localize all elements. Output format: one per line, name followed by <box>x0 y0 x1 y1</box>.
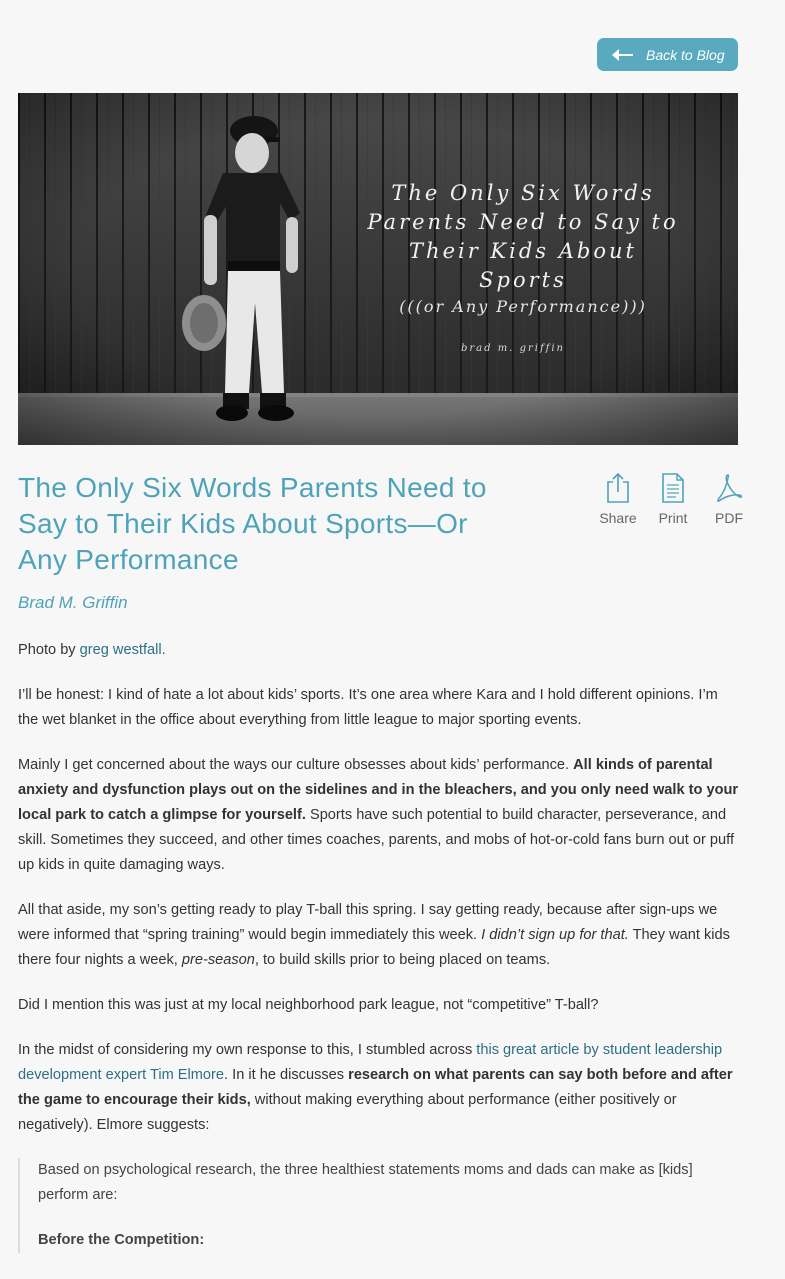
hero-title-line: Parents Need to Say to <box>367 210 679 234</box>
article-link[interactable]: this great article by student leadership development expert Tim Elmore <box>18 1042 723 1083</box>
paragraph-text: , to build skills prior to being placed on teams. <box>254 952 551 968</box>
pdf-icon <box>715 472 743 504</box>
post-tools <box>592 472 752 532</box>
quote-heading <box>38 1228 740 1253</box>
post-author: Brad M. Griffin <box>18 593 128 612</box>
paragraph <box>18 898 740 973</box>
paragraph-text: without making everything about performance (either positively or negatively). Elmore suggests: <box>18 1092 677 1133</box>
hero-title-line: Sports <box>479 268 567 292</box>
photographer-link[interactable]: greg westfall. <box>79 642 166 658</box>
hero-subtitle: (((or Any Performance))) <box>399 297 647 316</box>
paragraph-bold: All kinds of parental anxiety and dysfunction plays out on the sidelines and in the bleachers, and you only need walk to your local park to catch a glimpse for yourself. <box>18 757 739 823</box>
paragraph-text: They want kids there four nights a week, <box>18 927 730 968</box>
hero-image <box>18 93 738 445</box>
arrow-left-icon <box>613 54 633 56</box>
paragraph-text: . In it he discusses <box>224 1067 349 1083</box>
paragraph-italic: pre-season <box>181 952 255 968</box>
paragraph <box>18 753 740 878</box>
paragraph-text: Sports have such potential to build character, perseverance, and skill. Sometimes they succeed, and other times coaches, parents, and mobs of hot-or-cold fans burn out or puff up kids in quite damaging ways. <box>18 807 735 873</box>
back-to-blog-button[interactable] <box>597 38 738 71</box>
print-label: Print <box>658 510 688 526</box>
print-button[interactable] <box>647 472 699 526</box>
paragraph-text: In the midst of considering my own response to this, I stumbled across <box>18 1042 477 1058</box>
paragraph-text: Mainly I get concerned about the ways our culture obsesses about kids’ performance. <box>18 757 574 773</box>
back-to-blog-label: Back to Blog <box>646 46 725 63</box>
quote-heading-text: Before the Competition: <box>38 1232 205 1248</box>
share-label: Share <box>599 510 637 526</box>
photo-credit <box>18 638 740 663</box>
hero-title-line: The Only Six Words <box>391 181 655 205</box>
print-document-icon <box>660 472 686 504</box>
paragraph-italic: I didn’t sign up for that. <box>481 927 629 943</box>
post-title: The Only Six Words Parents Need to Say to Their Kids About Sports—Or Any Performance <box>18 472 487 575</box>
post-body <box>18 638 740 1273</box>
paragraph: I’ll be honest: I kind of hate a lot about kids’ sports. It’s one area where Kara and I hold different opinions. I’m the wet blanket in the office about everything from little league to major sporting events. <box>18 687 718 728</box>
hero-title-text <box>348 179 698 295</box>
share-button[interactable] <box>592 472 644 526</box>
pdf-button[interactable] <box>703 472 755 526</box>
paragraph-bold: research on what parents can say both before and after the game to encourage their kids, <box>18 1067 733 1108</box>
hero-title-line: Their Kids About <box>409 239 637 263</box>
blockquote <box>18 1158 740 1253</box>
paragraph-text: All that aside, my son’s getting ready to play T-ball this spring. I say getting ready, because after sign-ups we were informed that “spring training” would begin immediately this week. <box>18 902 718 943</box>
photo-credit-prefix: Photo by <box>18 642 80 658</box>
share-icon <box>605 472 631 504</box>
hero-author: brad m. griffin <box>461 343 565 354</box>
paragraph <box>18 1038 740 1138</box>
paragraph: Did I mention this was just at my local neighborhood park league, not “competitive” T-ball? <box>18 997 599 1013</box>
quote-paragraph: Based on psychological research, the three healthiest statements moms and dads can make as [kids] perform are: <box>38 1162 693 1203</box>
pdf-label: PDF <box>715 510 743 526</box>
